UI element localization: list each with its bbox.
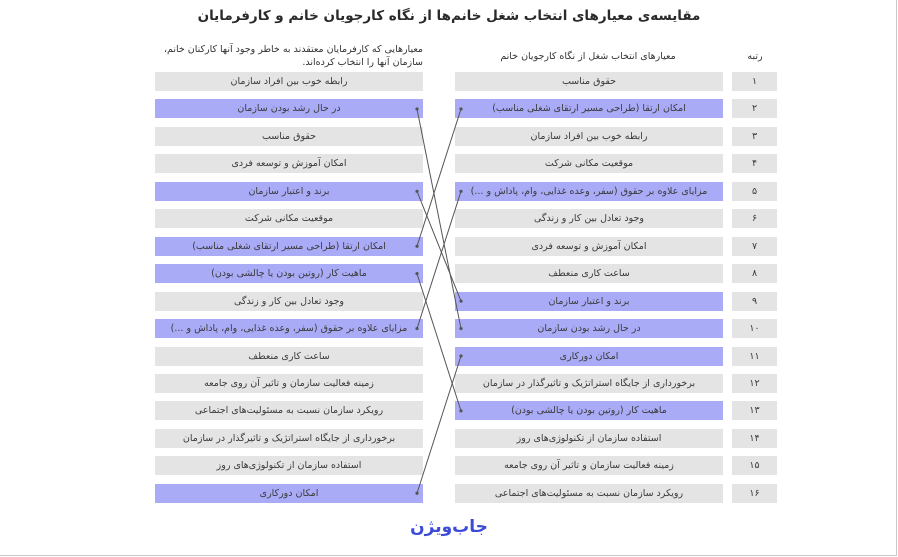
employer-criterion: ساعت کاری منعطف: [155, 347, 423, 366]
rank-cell: ۱: [732, 72, 777, 91]
jobvision-logo: جاب‌ویژن: [410, 517, 488, 537]
rank-cell: ۲: [732, 99, 777, 118]
employee-criterion: رابطه خوب بین افراد سازمان: [455, 127, 723, 146]
rank-cell: ۱۱: [732, 347, 777, 366]
employer-criterion: موقعیت مکانی شرکت: [155, 209, 423, 228]
employee-criterion: امکان ارتقا (طراحی مسیر ارتقای شغلی مناسب): [455, 99, 723, 118]
header-employers: معیارهایی که کارفرمایان معتقدند به خاطر وجود آنها کارکنان خانم، سازمان آنها را انتخاب کرده‌اند.: [163, 44, 423, 68]
connection-endpoint: [415, 190, 418, 193]
rank-cell: ۱۰: [732, 319, 777, 338]
rank-cell: ۷: [732, 237, 777, 256]
header-employees: معیارهای انتخاب شغل از نگاه کارجویان خانم: [500, 51, 676, 62]
employee-criterion: ساعت کاری منعطف: [455, 264, 723, 283]
employer-criterion: امکان آموزش و توسعه فردی: [155, 154, 423, 173]
employer-criterion: ماهیت کار (روتین بودن یا چالشی بودن): [155, 264, 423, 283]
employee-criterion: رویکرد سازمان نسبت به مسئولیت‌های اجتماعی: [455, 484, 723, 503]
employer-criterion: حقوق مناسب: [155, 127, 423, 146]
employer-criterion: زمینه فعالیت سازمان و تاثیر آن روی جامعه: [155, 374, 423, 393]
connection-endpoint: [415, 107, 418, 110]
rank-cell: ۱۵: [732, 456, 777, 475]
connection-line: [417, 356, 461, 493]
employee-criterion: ماهیت کار (روتین بودن یا چالشی بودن): [455, 401, 723, 420]
employer-criterion: برخورداری از جایگاه استراتژیک و تاثیرگذار در سازمان: [155, 429, 423, 448]
rank-cell: ۱۳: [732, 401, 777, 420]
employee-criterion: وجود تعادل بین کار و زندگی: [455, 209, 723, 228]
employer-criterion: رابطه خوب بین افراد سازمان: [155, 72, 423, 91]
rank-cell: ۱۶: [732, 484, 777, 503]
employer-criterion: در حال رشد بودن سازمان: [155, 99, 423, 118]
employer-criterion: استفاده سازمان از تکنولوژی‌های روز: [155, 456, 423, 475]
employer-criterion: وجود تعادل بین کار و زندگی: [155, 292, 423, 311]
connection-line: [417, 191, 461, 301]
employer-criterion: برند و اعتبار سازمان: [155, 182, 423, 201]
connection-line: [417, 109, 461, 246]
employer-criterion: مزایای علاوه بر حقوق (سفر، وعده غذایی، وام، پاداش و ...): [155, 319, 423, 338]
chart-title: مقایسه‌ی معیارهای انتخاب شغل خانم‌ها از نگاه کارجویان خانم و کارفرمایان: [197, 8, 701, 24]
connection-endpoint: [459, 354, 462, 357]
employee-criterion: مزایای علاوه بر حقوق (سفر، وعده غذایی، وام، پاداش و ...): [455, 182, 723, 201]
employer-criterion: امکان دورکاری: [155, 484, 423, 503]
employer-criterion: رویکرد سازمان نسبت به مسئولیت‌های اجتماعی: [155, 401, 423, 420]
employee-criterion: امکان دورکاری: [455, 347, 723, 366]
connection-endpoint: [459, 190, 462, 193]
connection-endpoint: [415, 327, 418, 330]
employer-criterion: امکان ارتقا (طراحی مسیر ارتقای شغلی مناسب): [155, 237, 423, 256]
employee-criterion: در حال رشد بودن سازمان: [455, 319, 723, 338]
employee-criterion: موقعیت مکانی شرکت: [455, 154, 723, 173]
connection-endpoint: [459, 327, 462, 330]
rank-cell: ۴: [732, 154, 777, 173]
connection-line: [417, 191, 461, 328]
employee-criterion: استفاده سازمان از تکنولوژی‌های روز: [455, 429, 723, 448]
rank-cell: ۱۲: [732, 374, 777, 393]
header-rank: رتبه: [747, 51, 763, 62]
employee-criterion: حقوق مناسب: [455, 72, 723, 91]
employee-criterion: برخورداری از جایگاه استراتژیک و تاثیرگذار در سازمان: [455, 374, 723, 393]
rank-cell: ۶: [732, 209, 777, 228]
connection-endpoint: [459, 409, 462, 412]
employee-criterion: برند و اعتبار سازمان: [455, 292, 723, 311]
connection-endpoint: [459, 300, 462, 303]
rank-cell: ۳: [732, 127, 777, 146]
connection-endpoint: [415, 245, 418, 248]
connection-endpoint: [459, 107, 462, 110]
rank-cell: ۸: [732, 264, 777, 283]
connection-endpoint: [415, 492, 418, 495]
connection-endpoint: [415, 272, 418, 275]
rank-cell: ۵: [732, 182, 777, 201]
employee-criterion: زمینه فعالیت سازمان و تاثیر آن روی جامعه: [455, 456, 723, 475]
rank-cell: ۱۴: [732, 429, 777, 448]
rank-cell: ۹: [732, 292, 777, 311]
employee-criterion: امکان آموزش و توسعه فردی: [455, 237, 723, 256]
